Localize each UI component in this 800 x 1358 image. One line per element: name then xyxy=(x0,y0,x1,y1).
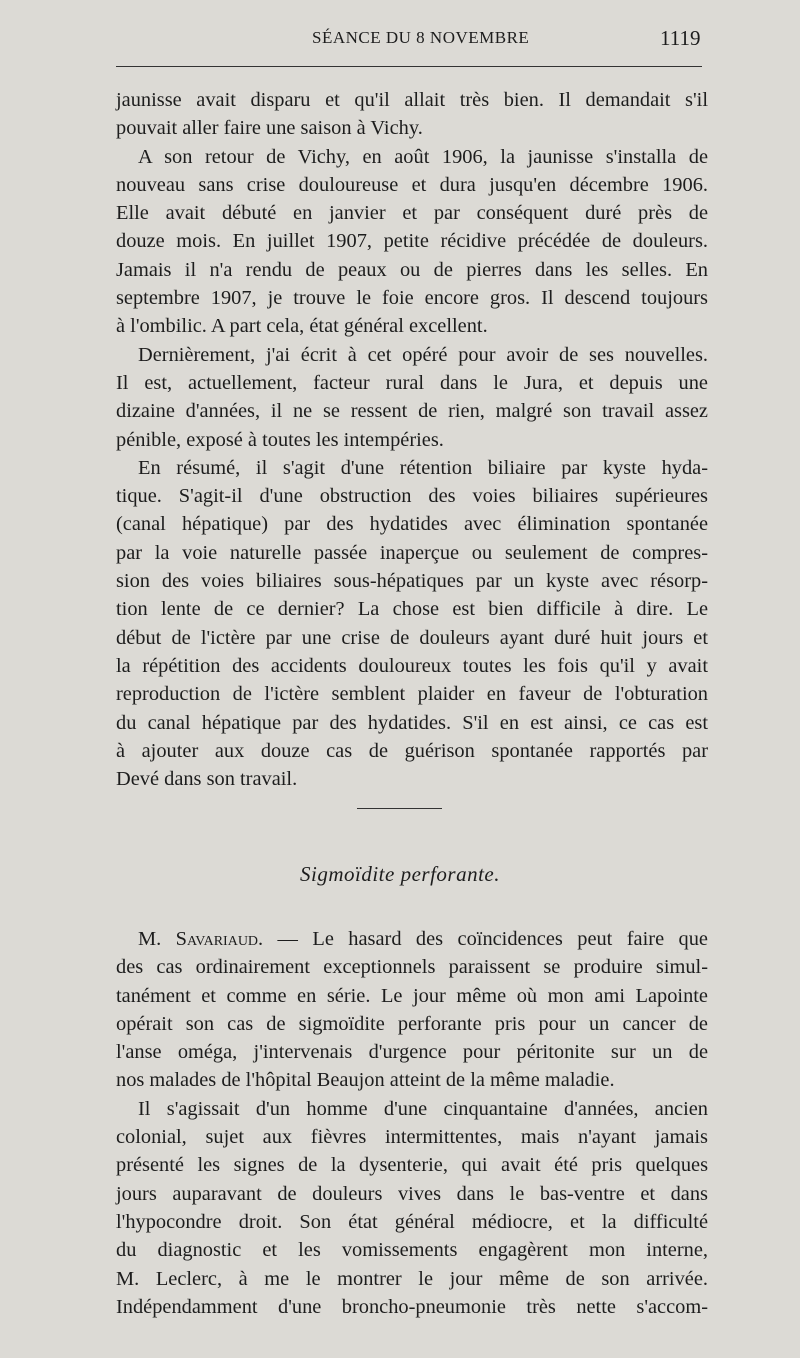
text-line: à l'ombilic. A part cela, état général excellent. xyxy=(116,315,488,338)
text-line: début de l'ictère par une crise de douleurs ayant duré huit jours et xyxy=(116,626,708,649)
text-line: l'anse oméga, j'intervenais d'urgence pour péritonite sur un de xyxy=(116,1041,708,1064)
text-line: reproduction de l'ictère semblent plaider en faveur de l'obturation xyxy=(116,683,708,706)
text-line: tanément et comme en série. Le jour même où mon ami Lapointe xyxy=(116,984,708,1007)
running-title: SÉANCE DU 8 NOVEMBRE xyxy=(312,28,530,47)
text-line: Elle avait débuté en janvier et par conséquent duré près de xyxy=(116,202,708,225)
text-line: septembre 1907, je trouve le foie encore gros. Il descend toujours xyxy=(116,287,708,310)
text-line: Il s'agissait d'un homme d'une cinquantaine d'années, ancien xyxy=(138,1097,708,1120)
text-line: sion des voies biliaires sous-hépatiques par un kyste avec résorp- xyxy=(116,570,708,593)
text-line: tique. S'agit-il d'une obstruction des voies biliaires supérieures xyxy=(116,485,708,508)
text-line: jours auparavant de douleurs vives dans le bas-ventre et dans xyxy=(116,1182,708,1205)
text-line: la répétition des accidents douloureux toutes les fois qu'il y avait xyxy=(116,654,708,677)
text-line: des cas ordinairement exceptionnels paraissent se produire simul- xyxy=(116,956,708,979)
text-line: présenté les signes de la dysenterie, qui avait été pris quelques xyxy=(116,1154,708,1177)
text-line: l'hypocondre droit. Son état général médiocre, et la difficulté xyxy=(116,1210,708,1233)
section-separator xyxy=(357,808,442,809)
text-line: dizaine d'années, il ne se ressent de rien, malgré son travail assez xyxy=(116,400,708,423)
text-line: pénible, exposé à toutes les intempéries. xyxy=(116,428,444,451)
section-title: Sigmoïdite perforante. xyxy=(300,862,500,886)
text-line: nouveau sans crise douloureuse et dura jusqu'en décembre 1906. xyxy=(116,173,708,196)
text-line: Indépendamment d'une broncho-pneumonie très nette s'accom- xyxy=(116,1295,708,1318)
text-line xyxy=(116,925,708,953)
text-line: pouvait aller faire une saison à Vichy. xyxy=(116,117,423,140)
text-line: Dernièrement, j'ai écrit à cet opéré pour avoir de ses nouvelles. xyxy=(138,343,708,366)
text-line: A son retour de Vichy, en août 1906, la jaunisse s'installa de xyxy=(138,145,708,168)
text-line: M. Leclerc, à me le montrer le jour même de son arrivée. xyxy=(116,1267,708,1290)
text-line: du canal hépatique par des hydatides. S'il en est ainsi, ce cas est xyxy=(116,711,708,734)
text-line: du diagnostic et les vomissements engagèrent mon interne, xyxy=(116,1239,708,1262)
speaker-name: M. Savariaud. xyxy=(138,928,264,950)
text-line: par la voie naturelle passée inaperçue ou seulement de compres- xyxy=(116,541,708,564)
text-line: Jamais il n'a rendu de peaux ou de pierres dans les selles. En xyxy=(116,258,708,281)
text-line: à ajouter aux douze cas de guérison spontanée rapportés par xyxy=(116,739,708,762)
text-span: — Le hasard des coïncidences peut faire que xyxy=(263,928,708,950)
text-line: douze mois. En juillet 1907, petite récidive précédée de douleurs. xyxy=(116,230,708,253)
text-block-2 xyxy=(116,925,708,1321)
text-line: tion lente de ce dernier? La chose est bien difficile à dire. Le xyxy=(116,598,708,621)
text-block-1 xyxy=(116,86,708,793)
header-rule xyxy=(116,66,702,67)
text-line: jaunisse avait disparu et qu'il allait très bien. Il demandait s'il xyxy=(116,89,708,111)
text-line: En résumé, il s'agit d'une rétention biliaire par kyste hyda- xyxy=(138,456,708,479)
text-line: Il est, actuellement, facteur rural dans le Jura, et depuis une xyxy=(116,371,708,394)
text-line: nos malades de l'hôpital Beaujon atteint de la même maladie. xyxy=(116,1069,615,1092)
text-line: colonial, sujet aux fièvres intermittentes, mais n'ayant jamais xyxy=(116,1126,708,1149)
text-line: (canal hépatique) par des hydatides avec élimination spontanée xyxy=(116,513,708,536)
page-header xyxy=(0,24,800,54)
page-number: 1119 xyxy=(660,26,701,50)
text-line: Devé dans son travail. xyxy=(116,768,298,791)
text-line: opérait son cas de sigmoïdite perforante pris pour un cancer de xyxy=(116,1012,708,1035)
